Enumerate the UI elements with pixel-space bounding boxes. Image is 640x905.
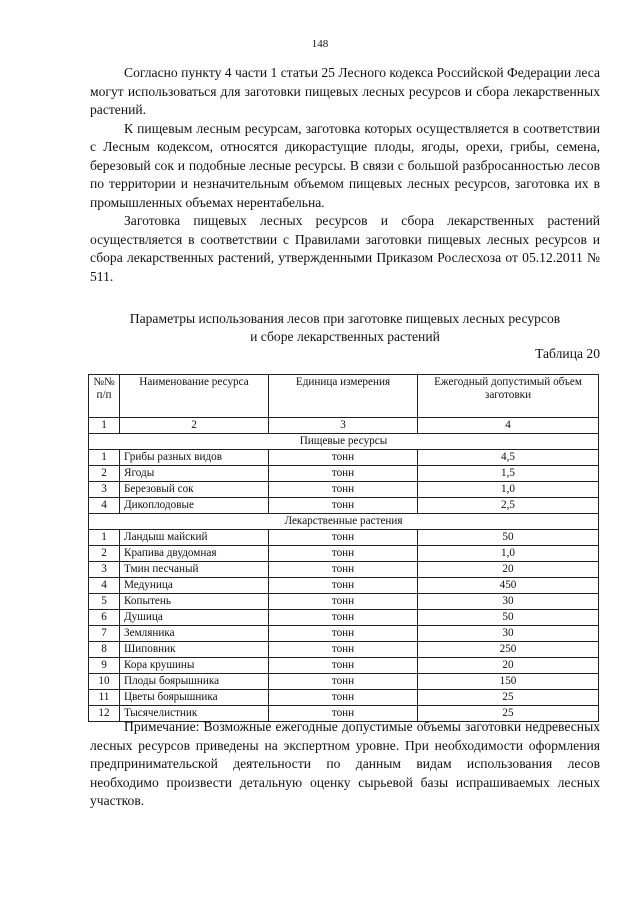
volume: 20	[418, 562, 599, 578]
unit: тонн	[269, 562, 418, 578]
unit: тонн	[269, 610, 418, 626]
unit: тонн	[269, 626, 418, 642]
row-number: 2	[89, 466, 120, 482]
row-number: 12	[89, 706, 120, 722]
unit: тонн	[269, 594, 418, 610]
table-row	[89, 450, 599, 466]
row-number: 3	[89, 482, 120, 498]
table-body	[89, 434, 599, 722]
table-row	[89, 482, 599, 498]
table-title	[90, 310, 600, 346]
column-number: 4	[418, 418, 599, 434]
table-row	[89, 594, 599, 610]
column-number: 3	[269, 418, 418, 434]
table-title-line: и сборе лекарственных растений	[250, 329, 440, 344]
paragraph: Согласно пункту 4 части 1 статьи 25 Лесного кодекса Российской Федерации леса могут использоваться для заготовки пищевых лесных ресурсов и сбора лекарственных растений.	[90, 65, 600, 117]
row-number: 2	[89, 546, 120, 562]
resource-name: Цветы боярышника	[120, 690, 269, 706]
row-number: 8	[89, 642, 120, 658]
resource-name: Тысячелистник	[120, 706, 269, 722]
paragraph: Заготовка пищевых лесных ресурсов и сбора лекарственных растений осуществляется в соответствии с Правилами заготовки пищевых лесных ресурсов и сбора лекарственных растений, утвержденными Приказом Рослесхоза от 05.12.2011 № 511.	[90, 213, 600, 284]
row-number: 7	[89, 626, 120, 642]
paragraph: К пищевым лесным ресурсам, заготовка которых осуществляется в соответствии с Лесным кодексом, относятся дикорастущие плоды, ягоды, орехи, грибы, семена, березовый сок и подобные лесные ресурсы. В связи с большой разбросанностью лесов по территории и незначительным объемом пищевых лесных ресурсов, заготовка их в промышленных объемах нерентабельна.	[90, 120, 600, 210]
resource-name: Медуница	[120, 578, 269, 594]
table-row	[89, 610, 599, 626]
volume: 250	[418, 642, 599, 658]
volume: 25	[418, 706, 599, 722]
resource-name: Плоды боярышника	[120, 674, 269, 690]
column-number: 2	[120, 418, 269, 434]
volume: 450	[418, 578, 599, 594]
table-row	[89, 626, 599, 642]
header-number: №№ п/п	[89, 375, 120, 418]
unit: тонн	[269, 482, 418, 498]
resource-name: Ягоды	[120, 466, 269, 482]
table-header-row	[89, 375, 599, 418]
table-row	[89, 562, 599, 578]
table-row	[89, 578, 599, 594]
unit: тонн	[269, 450, 418, 466]
row-number: 1	[89, 530, 120, 546]
note	[90, 718, 600, 811]
note-text: Примечание: Возможные ежегодные допустимые объемы заготовки недревесных лесных ресурсов приведены на экспертном уровне. При необходимости оформления предпринимательской деятельности по данным видам использования лесов необходимо произвести детальную оценку сырьевой базы испрашиваемых лесных участков.	[90, 719, 600, 808]
row-number: 5	[89, 594, 120, 610]
header-resource: Наименование ресурса	[120, 375, 269, 418]
column-number: 1	[89, 418, 120, 434]
row-number: 11	[89, 690, 120, 706]
table-title-line: Параметры использования лесов при заготовке пищевых лесных ресурсов	[129, 311, 561, 326]
unit: тонн	[269, 466, 418, 482]
resource-name: Душица	[120, 610, 269, 626]
row-number: 3	[89, 562, 120, 578]
table-row	[89, 690, 599, 706]
volume: 25	[418, 690, 599, 706]
unit: тонн	[269, 530, 418, 546]
resource-name: Шиповник	[120, 642, 269, 658]
row-number: 4	[89, 578, 120, 594]
volume: 2,5	[418, 498, 599, 514]
volume: 50	[418, 530, 599, 546]
resource-name: Дикоплодовые	[120, 498, 269, 514]
resource-name: Земляника	[120, 626, 269, 642]
table-section-row	[89, 434, 599, 450]
unit: тонн	[269, 546, 418, 562]
table-row	[89, 674, 599, 690]
header-volume: Ежегодный допустимый объем заготовки	[418, 375, 599, 418]
page-number: 148	[311, 38, 329, 50]
resource-name: Кора крушины	[120, 658, 269, 674]
resource-name: Березовый сок	[120, 482, 269, 498]
table-row	[89, 546, 599, 562]
resource-name: Грибы разных видов	[120, 450, 269, 466]
unit: тонн	[269, 690, 418, 706]
resource-table	[88, 374, 599, 722]
volume: 150	[418, 674, 599, 690]
row-number: 1	[89, 450, 120, 466]
volume: 50	[418, 610, 599, 626]
row-number: 4	[89, 498, 120, 514]
resource-name: Крапива двудомная	[120, 546, 269, 562]
table-row	[89, 466, 599, 482]
section-title: Лекарственные растения	[89, 514, 599, 530]
volume: 1,0	[418, 546, 599, 562]
unit: тонн	[269, 498, 418, 514]
unit: тонн	[269, 674, 418, 690]
section-title: Пищевые ресурсы	[89, 434, 599, 450]
table-label: Таблица 20	[535, 346, 600, 361]
volume: 30	[418, 594, 599, 610]
row-number: 6	[89, 610, 120, 626]
unit: тонн	[269, 706, 418, 722]
header-unit: Единица измерения	[269, 375, 418, 418]
resource-name: Копытень	[120, 594, 269, 610]
row-number: 9	[89, 658, 120, 674]
table-row	[89, 498, 599, 514]
row-number: 10	[89, 674, 120, 690]
unit: тонн	[269, 578, 418, 594]
volume: 1,0	[418, 482, 599, 498]
unit: тонн	[269, 642, 418, 658]
table-row	[89, 658, 599, 674]
body-text	[90, 64, 600, 286]
volume: 4,5	[418, 450, 599, 466]
volume: 30	[418, 626, 599, 642]
column-number-row	[89, 418, 599, 434]
table-row	[89, 642, 599, 658]
volume: 1,5	[418, 466, 599, 482]
resource-name: Тмин песчаный	[120, 562, 269, 578]
volume: 20	[418, 658, 599, 674]
table-row	[89, 530, 599, 546]
resource-name: Ландыш майский	[120, 530, 269, 546]
unit: тонн	[269, 658, 418, 674]
table-section-row	[89, 514, 599, 530]
